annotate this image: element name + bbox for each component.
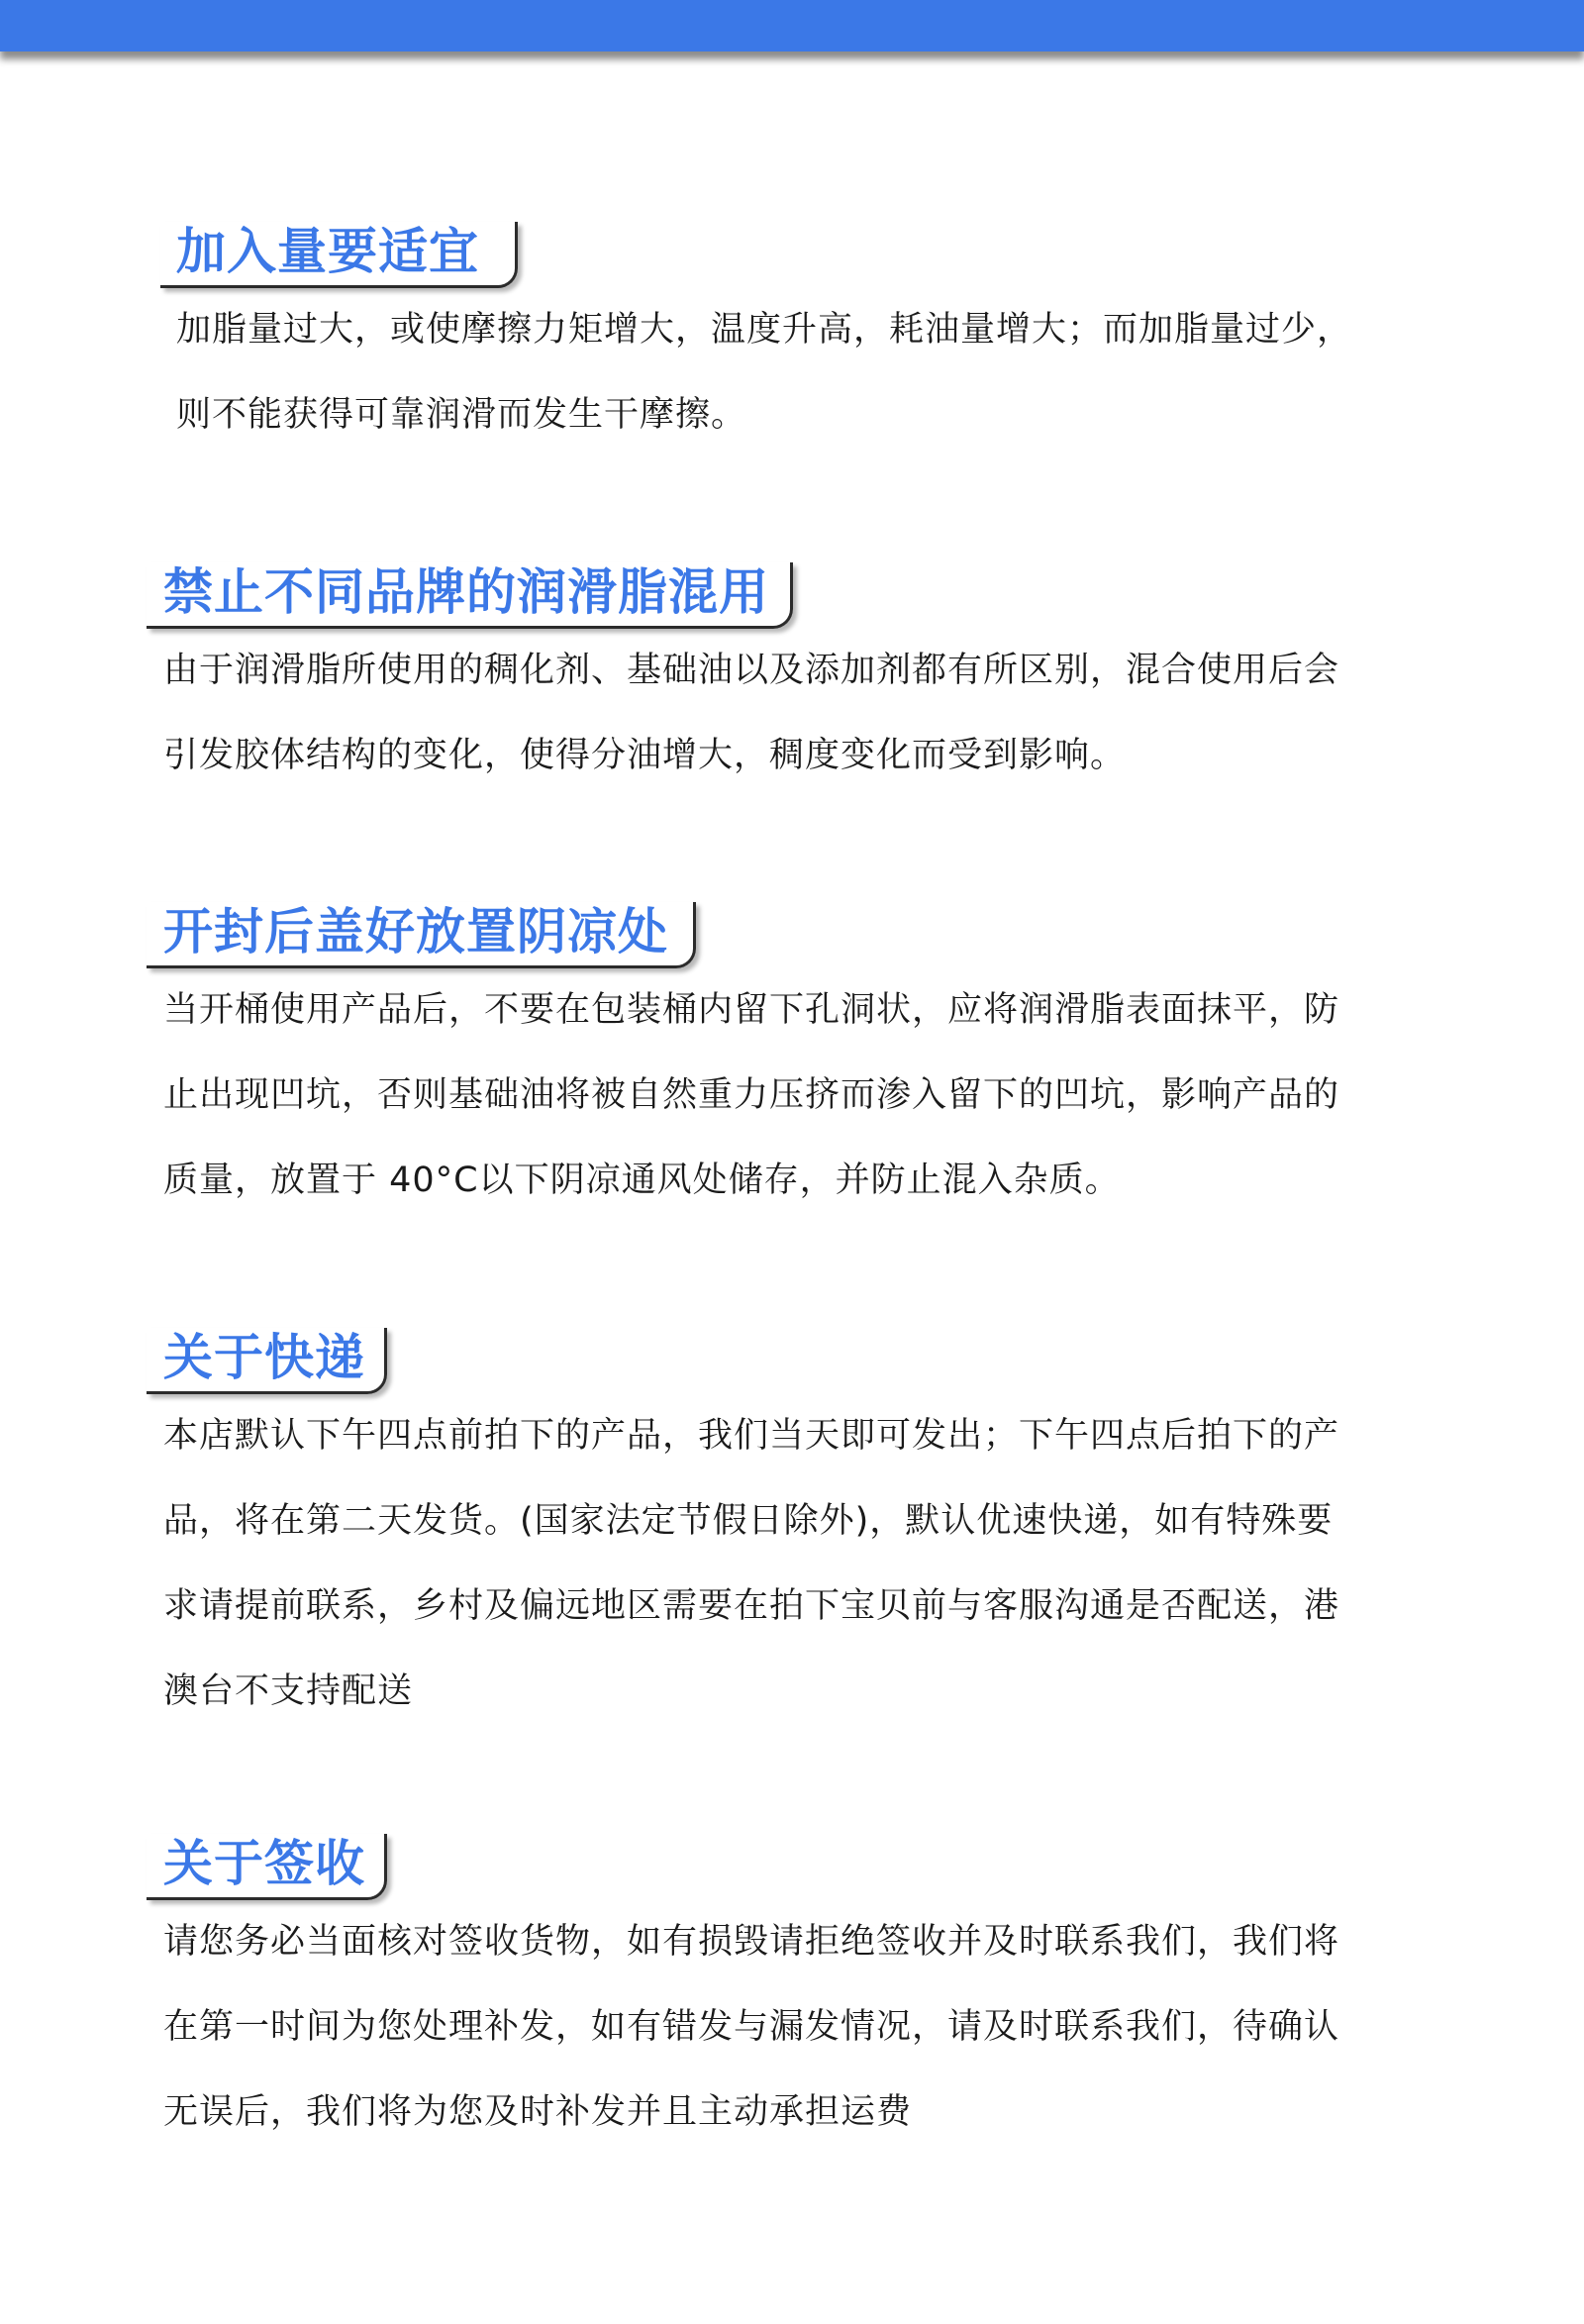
- body-line: 由于润滑脂所使用的稠化剂、基础油以及添加剂都有所区别，混合使用后会: [163, 651, 1340, 690]
- body-line: 请您务必当面核对签收货物，如有损毁请拒绝签收并及时联系我们，我们将: [163, 1922, 1340, 1962]
- section-storage: [0, 896, 1584, 1200]
- section-receipt: [0, 1828, 1584, 2132]
- body-line: 品，将在第二天发货。(国家法定节假日除外)，默认优速快递，如有特殊要: [163, 1501, 1334, 1541]
- body-line: 在第一时间为您处理补发，如有错发与漏发情况，请及时联系我们，待确认: [163, 2007, 1340, 2047]
- body-line: 本店默认下午四点前拍下的产品，我们当天即可发出；下午四点后拍下的产: [163, 1416, 1340, 1456]
- section-body: [163, 1393, 1436, 1734]
- body-line: 当开桶使用产品后，不要在包装桶内留下孔洞状，应将润滑脂表面抹平，防: [163, 990, 1340, 1030]
- heading-title: 开封后盖好放置阴凉处: [163, 903, 668, 960]
- heading-title: 禁止不同品牌的润滑脂混用: [163, 563, 769, 621]
- section-shipping: [0, 1322, 1584, 1711]
- body-line: 则不能获得可靠润滑而发生干摩擦。: [176, 395, 747, 435]
- section-body: [163, 1899, 1436, 2155]
- heading-title: 关于快递: [163, 1329, 365, 1386]
- section-dosage: [0, 216, 1584, 435]
- section-body: [163, 628, 1436, 798]
- section-body: [163, 967, 1436, 1223]
- heading-title: 加入量要适宜: [176, 223, 479, 280]
- heading-title: 关于签收: [163, 1835, 365, 1892]
- section-body: [176, 287, 1448, 457]
- body-line: 质量，放置于 40°C以下阴凉通风处储存，并防止混入杂质。: [163, 1161, 1121, 1200]
- top-banner-bar: [0, 0, 1584, 51]
- body-line: 澳台不支持配送: [163, 1671, 414, 1711]
- body-line: 引发胶体结构的变化，使得分油增大，稠度变化而受到影响。: [163, 736, 1127, 775]
- body-line: 无误后，我们将为您及时补发并且主动承担运费: [163, 2092, 913, 2132]
- body-line: 加脂量过大，或使摩擦力矩增大，温度升高，耗油量增大；而加脂量过少，: [176, 310, 1353, 350]
- body-line: 求请提前联系，乡村及偏远地区需要在拍下宝贝前与客服沟通是否配送，港: [163, 1586, 1340, 1626]
- section-no-mixing: [0, 556, 1584, 775]
- body-line: 止出现凹坑，否则基础油将被自然重力压挤而渗入留下的凹坑，影响产品的: [163, 1075, 1340, 1115]
